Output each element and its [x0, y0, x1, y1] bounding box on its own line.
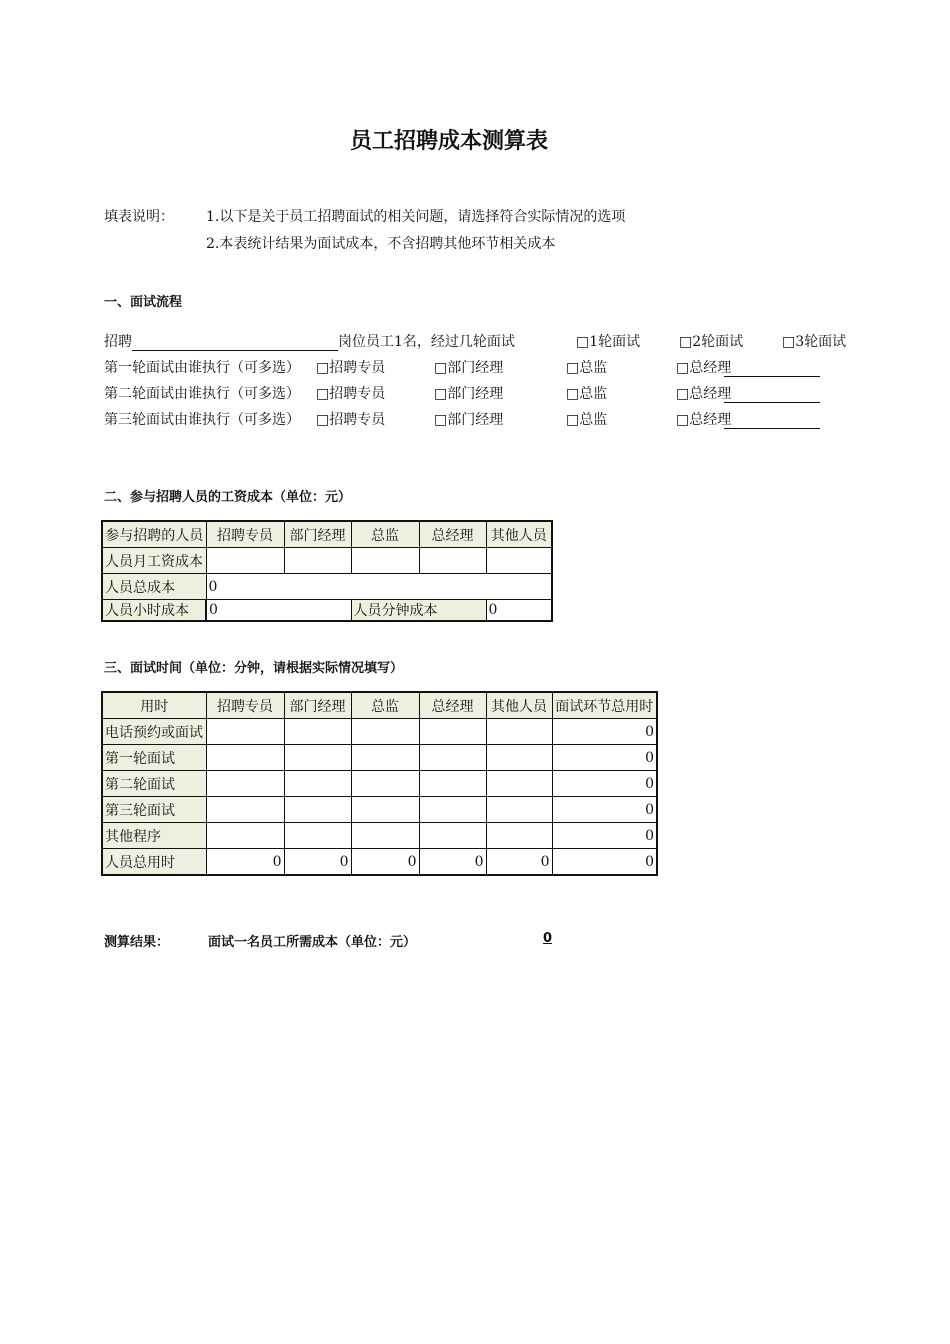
- time-input[interactable]: [351, 771, 419, 797]
- total-time-label: 人员总用时: [102, 849, 206, 876]
- minute-cost-value: 0: [486, 600, 552, 622]
- time-header-label: 用时: [102, 692, 206, 719]
- time-input[interactable]: [206, 823, 284, 849]
- salary-header-personnel: 参与招聘的人员: [102, 521, 206, 548]
- row-hourly-cost: 人员小时成本: [102, 600, 206, 622]
- section2-heading: 二、参与招聘人员的工资成本（单位：元）: [104, 490, 352, 505]
- table-row: [102, 745, 657, 771]
- round1-option-director[interactable]: □总监: [566, 360, 608, 376]
- time-input[interactable]: [351, 823, 419, 849]
- salary-input-gm[interactable]: [419, 548, 486, 574]
- total-time-gm: 0: [419, 849, 486, 876]
- position-blank[interactable]: [132, 336, 338, 351]
- row-monthly-salary: 人员月工资成本: [102, 548, 206, 574]
- time-input[interactable]: [486, 823, 552, 849]
- round2-option-dept-manager[interactable]: □部门经理: [434, 386, 504, 402]
- salary-header-dept-manager: 部门经理: [284, 521, 351, 548]
- time-header-director: 总监: [351, 692, 419, 719]
- time-input[interactable]: [284, 745, 351, 771]
- round3-option-director[interactable]: □总监: [566, 412, 608, 428]
- time-row-label: 电话预约或面试: [102, 719, 206, 745]
- table-row: [102, 719, 657, 745]
- total-cost-value: 0: [206, 574, 552, 600]
- salary-cost-table: [101, 520, 553, 622]
- salary-header-recruiter: 招聘专员: [206, 521, 284, 548]
- time-input[interactable]: [206, 719, 284, 745]
- time-input[interactable]: [284, 719, 351, 745]
- round-option-1[interactable]: □1轮面试: [576, 334, 641, 350]
- row-total-cost: 人员总成本: [102, 574, 206, 600]
- time-input[interactable]: [486, 745, 552, 771]
- round-option-3[interactable]: □3轮面试: [782, 334, 847, 350]
- salary-header-director: 总监: [351, 521, 419, 548]
- section3-heading: 三、面试时间（单位：分钟，请根据实际情况填写）: [104, 661, 404, 676]
- total-time-dept-manager: 0: [284, 849, 351, 876]
- time-header-stage-total: 面试环节总用时: [552, 692, 657, 719]
- table-row: [102, 771, 657, 797]
- round1-option-dept-manager[interactable]: □部门经理: [434, 360, 504, 376]
- total-time-director: 0: [351, 849, 419, 876]
- recruit-line: [104, 331, 515, 351]
- time-input[interactable]: [486, 771, 552, 797]
- result-description: 面试一名员工所需成本（单位：元）: [208, 935, 417, 950]
- stage-total: 0: [552, 719, 657, 745]
- time-input[interactable]: [419, 719, 486, 745]
- time-input[interactable]: [419, 823, 486, 849]
- total-time-others: 0: [486, 849, 552, 876]
- time-input[interactable]: [486, 719, 552, 745]
- time-input[interactable]: [419, 771, 486, 797]
- result-value: 0: [543, 931, 553, 946]
- instruction-line-1: 1.以下是关于员工招聘面试的相关问题，请选择符合实际情况的选项: [206, 209, 626, 225]
- recruit-suffix: 岗位员工1名，经过几轮面试: [338, 334, 515, 350]
- time-row-label: 第二轮面试: [102, 771, 206, 797]
- time-header-dept-manager: 部门经理: [284, 692, 351, 719]
- time-input[interactable]: [419, 745, 486, 771]
- round2-option-recruiter[interactable]: □招聘专员: [316, 386, 386, 402]
- round3-option-recruiter[interactable]: □招聘专员: [316, 412, 386, 428]
- time-input[interactable]: [486, 797, 552, 823]
- salary-input-dept-manager[interactable]: [284, 548, 351, 574]
- time-input[interactable]: [351, 745, 419, 771]
- hourly-cost-value: 0: [206, 600, 351, 622]
- time-input[interactable]: [351, 797, 419, 823]
- round3-option-dept-manager[interactable]: □部门经理: [434, 412, 504, 428]
- salary-header-gm: 总经理: [419, 521, 486, 548]
- stage-total: 0: [552, 797, 657, 823]
- round3-label: 第三轮面试由谁执行（可多选）: [104, 412, 300, 428]
- round2-option-director[interactable]: □总监: [566, 386, 608, 402]
- total-time-all: 0: [552, 849, 657, 876]
- salary-header-others: 其他人员: [486, 521, 552, 548]
- time-header-gm: 总经理: [419, 692, 486, 719]
- salary-input-director[interactable]: [351, 548, 419, 574]
- stage-total: 0: [552, 823, 657, 849]
- table-row: [102, 823, 657, 849]
- interview-time-table: [101, 691, 658, 876]
- round1-option-gm[interactable]: □总经理: [676, 357, 820, 377]
- round1-label: 第一轮面试由谁执行（可多选）: [104, 360, 300, 376]
- time-input[interactable]: [206, 797, 284, 823]
- total-time-recruiter: 0: [206, 849, 284, 876]
- time-header-others: 其他人员: [486, 692, 552, 719]
- section1-heading: 一、面试流程: [104, 295, 183, 310]
- time-row-label: 第一轮面试: [102, 745, 206, 771]
- page-title: 员工招聘成本测算表: [349, 128, 548, 154]
- instructions-label: 填表说明：: [104, 209, 174, 225]
- round2-label: 第二轮面试由谁执行（可多选）: [104, 386, 300, 402]
- salary-input-others[interactable]: [486, 548, 552, 574]
- time-input[interactable]: [284, 771, 351, 797]
- time-input[interactable]: [206, 745, 284, 771]
- time-input[interactable]: [419, 797, 486, 823]
- salary-input-recruiter[interactable]: [206, 548, 284, 574]
- round1-option-recruiter[interactable]: □招聘专员: [316, 360, 386, 376]
- table-row-total: [102, 849, 657, 876]
- time-input[interactable]: [284, 797, 351, 823]
- stage-total: 0: [552, 771, 657, 797]
- round3-option-gm[interactable]: □总经理: [676, 409, 820, 429]
- minute-cost-label: 人员分钟成本: [351, 600, 486, 622]
- recruit-prefix: 招聘: [104, 334, 132, 350]
- stage-total: 0: [552, 745, 657, 771]
- time-input[interactable]: [206, 771, 284, 797]
- instruction-line-2: 2.本表统计结果为面试成本，不含招聘其他环节相关成本: [206, 236, 556, 252]
- time-row-label: 其他程序: [102, 823, 206, 849]
- table-row: [102, 797, 657, 823]
- time-row-label: 第三轮面试: [102, 797, 206, 823]
- time-input[interactable]: [284, 823, 351, 849]
- time-input[interactable]: [351, 719, 419, 745]
- round2-option-gm[interactable]: □总经理: [676, 383, 820, 403]
- round-option-2[interactable]: □2轮面试: [679, 334, 744, 350]
- result-label: 测算结果：: [104, 935, 170, 950]
- time-header-recruiter: 招聘专员: [206, 692, 284, 719]
